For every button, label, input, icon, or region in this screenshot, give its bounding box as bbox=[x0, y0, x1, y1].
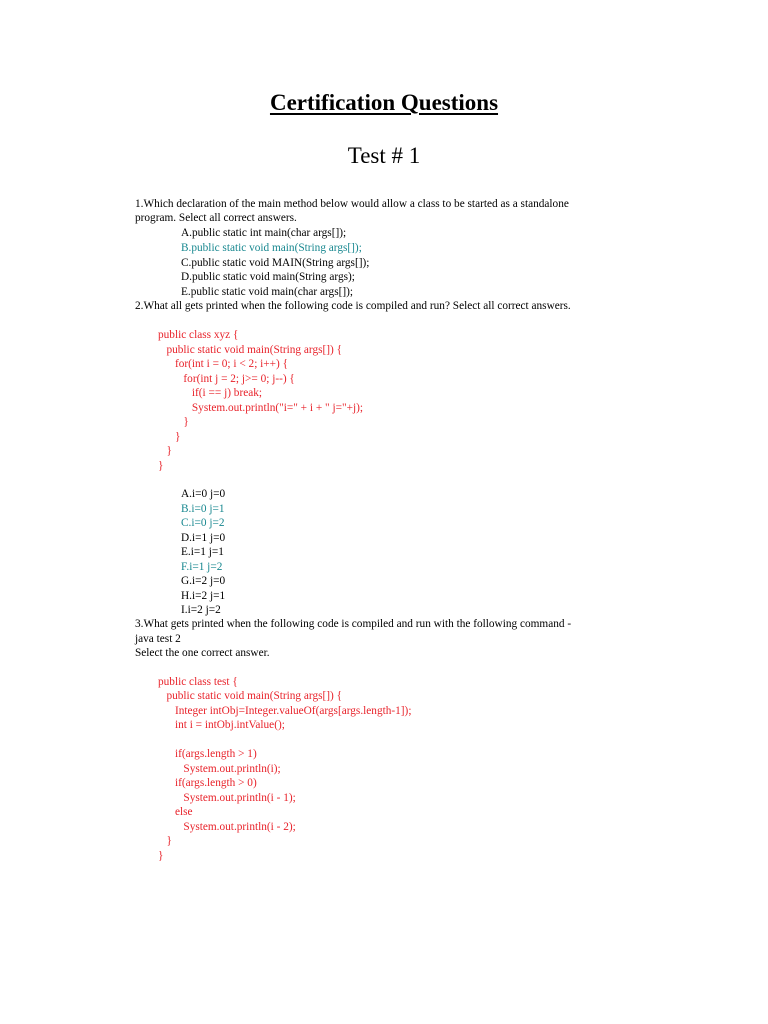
code-line: public class xyz { bbox=[158, 329, 239, 341]
code-line: for(int j = 2; j>= 0; j--) { bbox=[158, 373, 295, 385]
code-line: if(i == j) break; bbox=[158, 387, 263, 399]
document-subtitle: Test # 1 bbox=[347, 143, 421, 168]
question-1-option-c: C.public static void MAIN(String args[]); bbox=[181, 257, 370, 269]
code-line: int i = intObj.intValue(); bbox=[158, 719, 285, 731]
code-line: } bbox=[158, 431, 181, 443]
question-2-option-f-correct: F.i=1 j=2 bbox=[181, 561, 223, 573]
code-line: public static void main(String args[]) { bbox=[158, 690, 343, 702]
code-line: } bbox=[158, 445, 172, 457]
question-1-option-a: A.public static int main(char args[]); bbox=[181, 227, 347, 239]
question-1-option-e: E.public static void main(char args[]); bbox=[181, 286, 354, 298]
code-line: System.out.println(i); bbox=[158, 763, 281, 775]
question-1-text-cont: program. Select all correct answers. bbox=[135, 212, 297, 224]
question-2-text: 2.What all gets printed when the following code is compiled and run? Select all correct answers. bbox=[135, 300, 571, 312]
question-3-text: 3.What gets printed when the following code is compiled and run with the following command - bbox=[135, 618, 572, 630]
code-line: if(args.length > 0) bbox=[158, 777, 257, 789]
question-2-option-e: E.i=1 j=1 bbox=[181, 546, 224, 558]
question-2-option-b-correct: B.i=0 j=1 bbox=[181, 503, 225, 515]
document-title: Certification Questions bbox=[269, 90, 499, 115]
question-2-option-h: H.i=2 j=1 bbox=[181, 590, 226, 602]
question-1-option-d: D.public static void main(String args); bbox=[181, 271, 355, 283]
code-line: Integer intObj=Integer.valueOf(args[args.length-1]); bbox=[158, 705, 412, 717]
code-line: System.out.println(i - 2); bbox=[158, 821, 296, 833]
code-line: } bbox=[158, 416, 189, 428]
code-line: if(args.length > 1) bbox=[158, 748, 257, 760]
code-line: for(int i = 0; i < 2; i++) { bbox=[158, 358, 289, 370]
question-2-option-a: A.i=0 j=0 bbox=[181, 488, 226, 500]
question-3-command: java test 2 bbox=[135, 633, 181, 645]
code-line: System.out.println(i - 1); bbox=[158, 792, 296, 804]
question-2-option-g: G.i=2 j=0 bbox=[181, 575, 226, 587]
code-line: System.out.println("i=" + i + " j="+j); bbox=[158, 402, 364, 414]
code-line: } bbox=[158, 850, 164, 862]
code-line: public static void main(String args[]) { bbox=[158, 344, 343, 356]
question-2-option-d: D.i=1 j=0 bbox=[181, 532, 226, 544]
code-line: public class test { bbox=[158, 676, 238, 688]
code-line: } bbox=[158, 460, 164, 472]
question-3-instruction: Select the one correct answer. bbox=[135, 647, 270, 659]
question-1-option-b-correct: B.public static void main(String args[]); bbox=[181, 242, 362, 254]
question-1-text: 1.Which declaration of the main method below would allow a class to be started as a standalone bbox=[135, 198, 569, 210]
code-line: else bbox=[158, 806, 193, 818]
question-2-option-i: I.i=2 j=2 bbox=[181, 604, 221, 616]
question-2-option-c-correct: C.i=0 j=2 bbox=[181, 517, 225, 529]
code-line: } bbox=[158, 835, 172, 847]
